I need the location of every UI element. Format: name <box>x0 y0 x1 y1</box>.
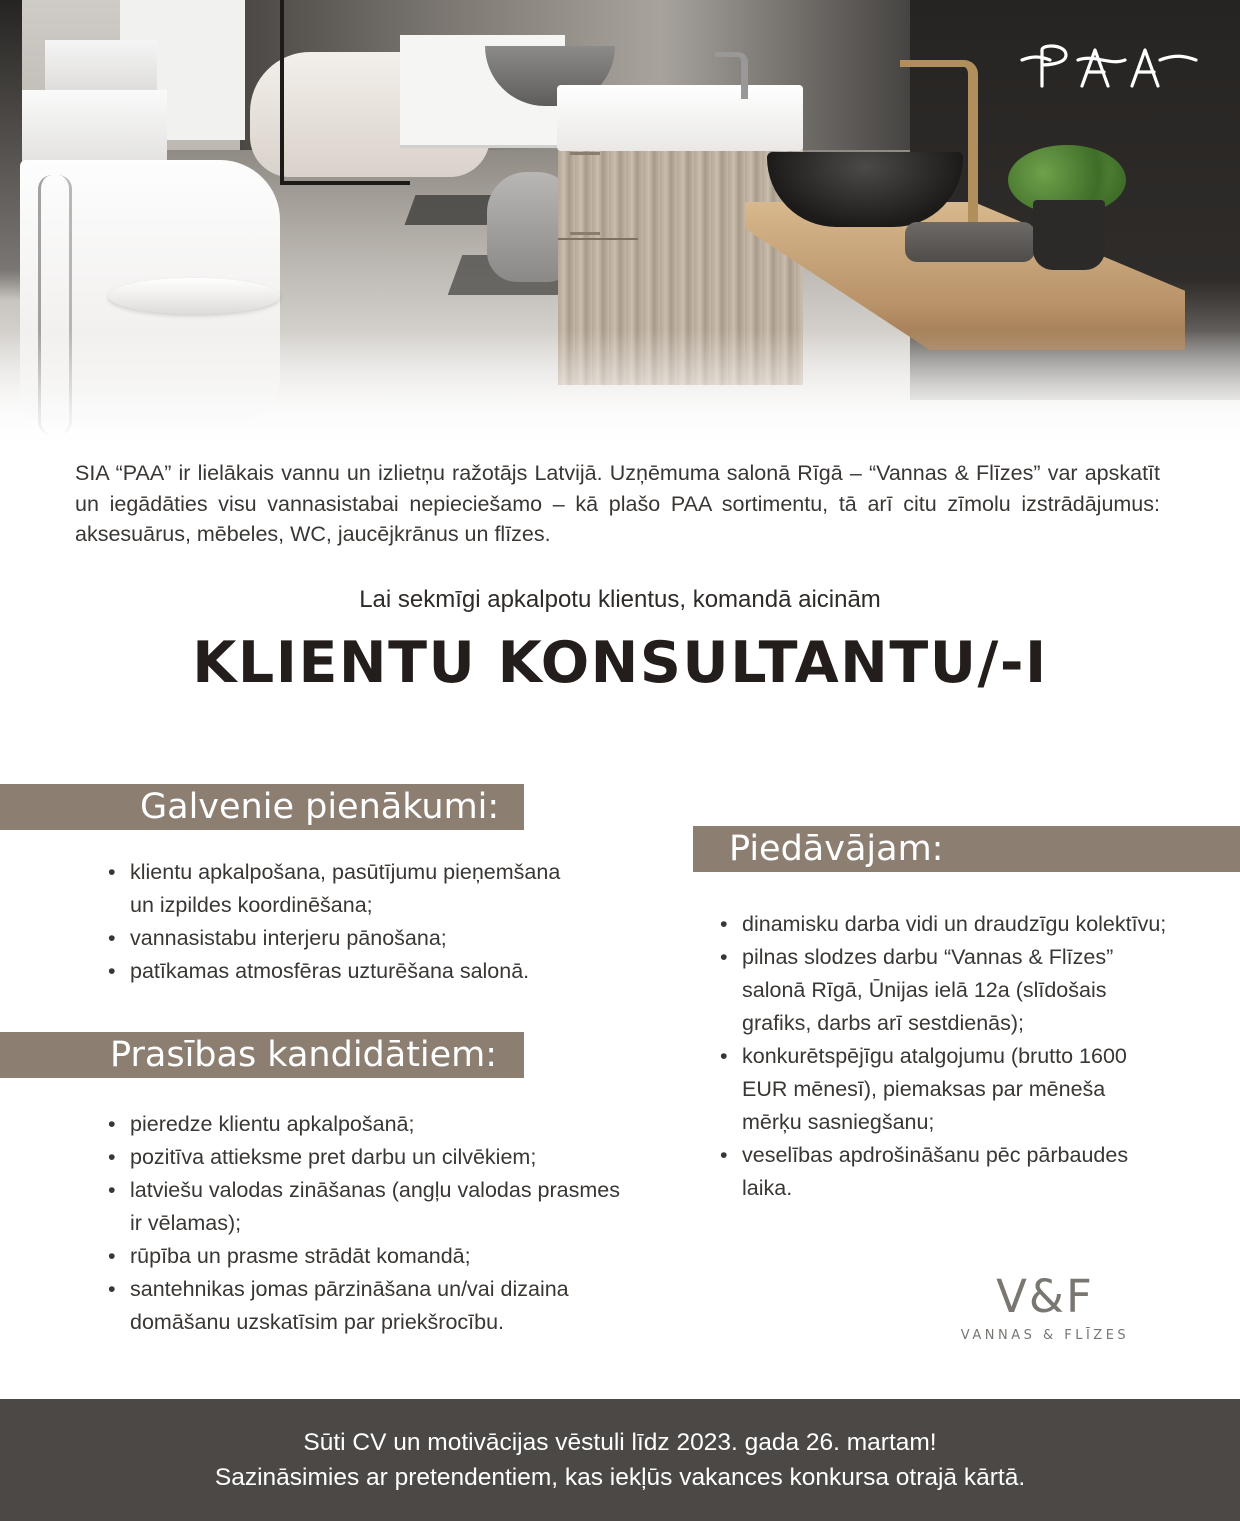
hero-fade <box>0 330 1240 455</box>
list-item: • klientu apkalpošana, pasūtījumu pieņemšana un izpildes koordinēšana; <box>108 856 578 922</box>
footer-contact-text: Sazināsimies ar pretendentiem, kas iekļūs vakances konkursa otrajā kārtā. <box>214 1464 1026 1491</box>
list-item: • pozitīva attieksme pret darbu un cilvēkiem; <box>108 1141 628 1174</box>
offer-title: Piedāvājam: <box>729 829 944 869</box>
hero-chrome-tap <box>715 52 748 99</box>
hero-drawer-handle <box>570 152 600 155</box>
vf-logo-mark: V&F <box>996 1270 1094 1323</box>
hero-left-sink <box>22 90 167 165</box>
list-item: • pilnas slodzes darbu “Vannas & Flīzes” salonā Rīgā, Ūnijas ielā 12a (slīdošais grafiks, darbs arī sestdienās); <box>720 941 1170 1040</box>
list-item: • santehnikas jomas pārzināšana un/vai dizaina domāšanu uzskatīsim par priekšrocību. <box>108 1273 628 1339</box>
hero-plant-pot <box>1033 200 1105 270</box>
requirements-title: Prasības kandidātiem: <box>110 1035 498 1075</box>
offer-section-header <box>693 826 1240 872</box>
list-item: • dinamisku darba vidi un draudzīgu kolektīvu; <box>720 908 1170 941</box>
hero-drawer-handle <box>570 232 600 235</box>
hero-toilet-lid <box>108 278 280 314</box>
list-item: • konkurētspējīgu atalgojumu (brutto 1600 EUR mēnesī), piemaksas par mēneša mērķu sasniegšanu; <box>720 1040 1170 1139</box>
hero-glass-frame-bottom <box>280 181 410 185</box>
list-item: • veselības apdrošināšanu pēc pārbaudes laika. <box>720 1139 1170 1205</box>
list-item: • vannasistabu interjeru pānošana; <box>108 922 578 955</box>
lead-text: Lai sekmīgi apkalpotu klientus, komandā aicinām <box>359 586 881 613</box>
footer-banner <box>0 1399 1240 1521</box>
duties-section-header <box>0 784 524 830</box>
hero-white-sink <box>557 85 803 151</box>
offer-list <box>720 908 1170 1205</box>
list-item: • latviešu valodas zināšanas (angļu valodas prasmes ir vēlamas); <box>108 1174 628 1240</box>
list-item: • pieredze klientu apkalpošanā; <box>108 1108 628 1141</box>
footer-deadline-text: Sūti CV un motivācijas vēstuli līdz 2023. gada 26. martam! <box>303 1429 937 1456</box>
duties-title: Galvenie pienākumi: <box>140 787 500 827</box>
requirements-list <box>108 1108 628 1339</box>
hero-towel <box>905 222 1035 262</box>
paa-logo <box>1020 40 1198 92</box>
list-item: • patīkamas atmosfēras uzturēšana salonā. <box>108 955 578 988</box>
job-title-headline: KLIENTU KONSULTANTU/-I <box>192 630 1048 696</box>
duties-list <box>108 856 578 988</box>
requirements-section-header <box>0 1032 524 1078</box>
vf-logo-name: VANNAS & FLĪZES <box>960 1328 1130 1343</box>
hero-left-sink <box>45 40 157 95</box>
intro-paragraph: SIA “PAA” ir lielākais vannu un izlietņu ražotājs Latvijā. Uzņēmuma salonā Rīgā – “Vannas & Flīzes” var apskatīt un iegādāties visu vannasistabai nepieciešamo – kā plašo PAA sortimentu, tā arī citu zīmolu izstrādājumus: aksesuārus, mēbeles, WC, jaucējkrānus un flīzes. <box>75 461 1160 546</box>
list-item: • rūpība un prasme strādāt komandā; <box>108 1240 628 1273</box>
hero-left-wall <box>0 0 22 300</box>
hero-glass-frame <box>280 0 284 185</box>
